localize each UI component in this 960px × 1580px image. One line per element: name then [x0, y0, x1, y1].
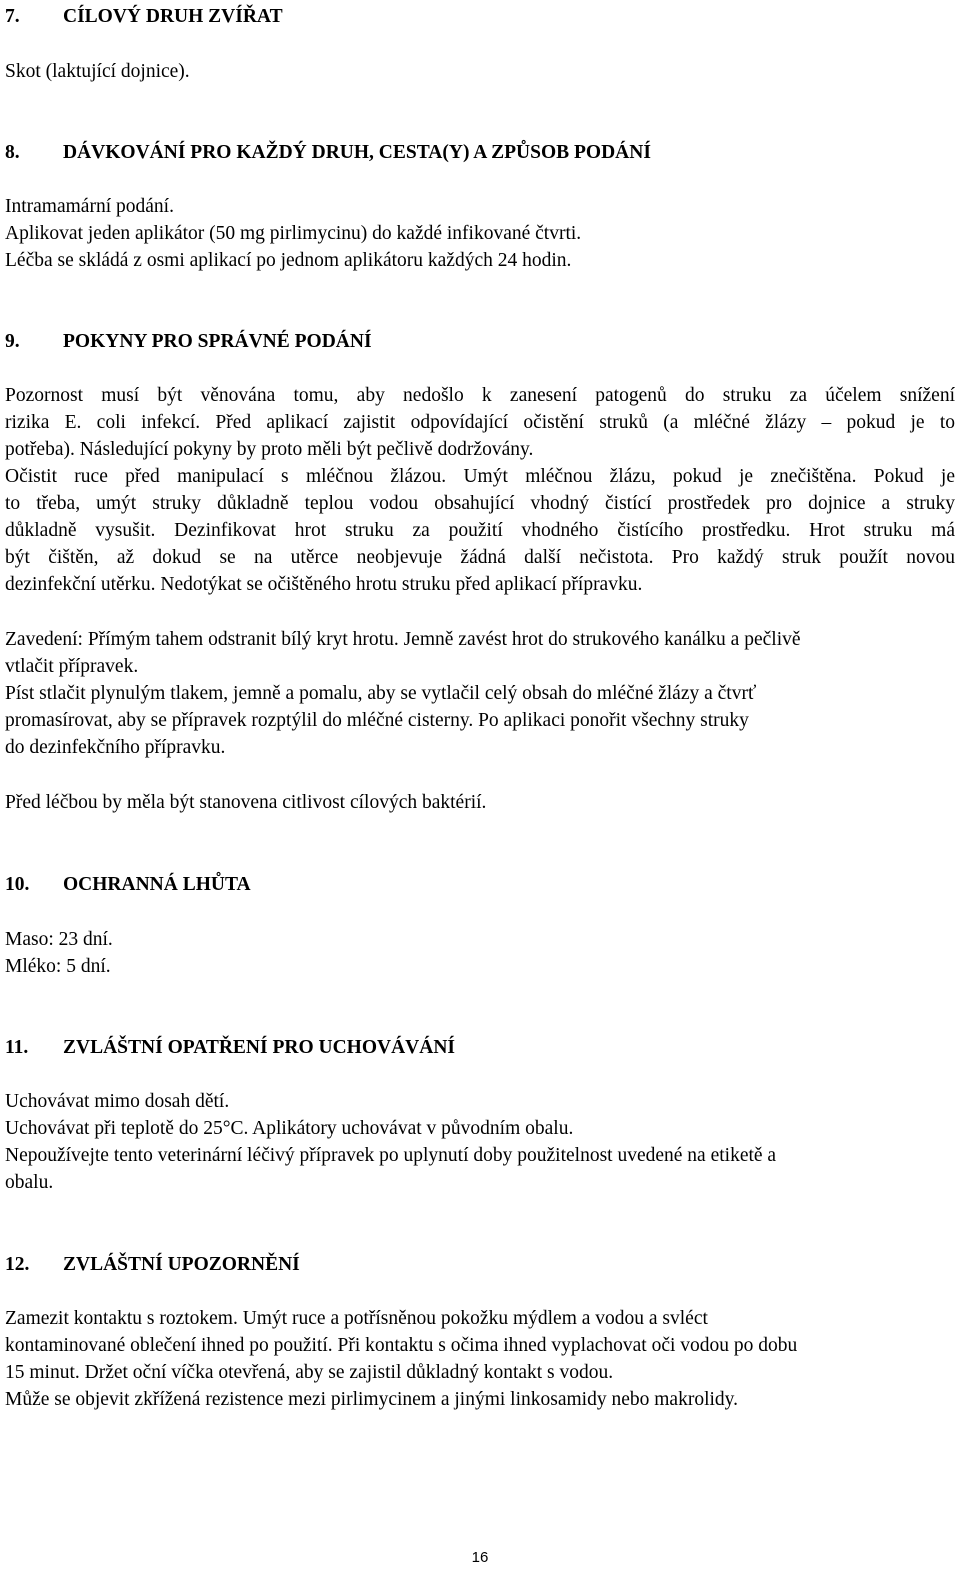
text-line: potřeba). Následující pokyny by proto měli být pečlivě dodržovány. [5, 439, 534, 460]
paragraph [5, 626, 957, 761]
text-line: Nepoužívejte tento veterinární léčivý přípravek po uplynutí doby použitelnost uvedené na etiketě a [5, 1145, 777, 1166]
page-number: 16 [471, 1549, 489, 1566]
section-title: ZVLÁŠTNÍ OPATŘENÍ PRO UCHOVÁVÁNÍ [63, 1037, 456, 1058]
section-title: OCHRANNÁ LHŮTA [63, 874, 251, 895]
paragraph [5, 1305, 955, 1413]
text-line: Zavedení: Přímým tahem odstranit bílý kryt hrotu. Jemně zavést hrot do strukového kanálku a pečlivě [5, 629, 801, 650]
text-line: vtlačit přípravek. [5, 656, 139, 677]
paragraph [5, 926, 955, 980]
section-number: 12. [5, 1254, 30, 1275]
section-heading [5, 3, 283, 30]
text-line: Očistit ruce před manipulací s mléčnou žlázou. Umýt mléčnou žlázu, pokud je znečištěna. Pokud je [5, 466, 955, 487]
section-title: CÍLOVÝ DRUH ZVÍŘAT [63, 6, 283, 27]
text-line: Píst stlačit plynulým tlakem, jemně a pomalu, aby se vytlačil celý obsah do mléčné žlázy a čtvrť [5, 683, 757, 704]
section-number: 11. [5, 1037, 29, 1058]
text-line: to třeba, umýt struky důkladně teplou vodou obsahující vhodný čistící prostředek pro dojnice a struky [5, 493, 955, 514]
text-line: obalu. [5, 1172, 54, 1193]
text-line: Před léčbou by měla být stanovena citlivost cílových baktérií. [5, 792, 487, 813]
text-line: být čištěn, až dokud se na utěrce neobjevuje žádná další nečistota. Pro každý struk použít novou [5, 547, 955, 568]
section-number: 8. [5, 142, 20, 163]
paragraph [5, 382, 955, 598]
section-heading [5, 139, 651, 166]
section-number: 7. [5, 6, 20, 27]
section-heading [5, 1251, 300, 1278]
text-line: dezinfekční utěrku. Nedotýkat se očištěného hrotu struku před aplikací přípravku. [5, 574, 643, 595]
paragraph [5, 789, 955, 816]
paragraph [5, 193, 955, 274]
section-number: 10. [5, 874, 30, 895]
section-heading [5, 328, 372, 355]
section-title: ZVLÁŠTNÍ UPOZORNĚNÍ [63, 1254, 300, 1275]
text-line: promasírovat, aby se přípravek rozptýlil do mléčné cisterny. Po aplikaci ponořit všechny struky [5, 710, 749, 731]
section-heading [5, 1034, 455, 1061]
paragraph [5, 58, 955, 85]
paragraph [5, 1088, 955, 1196]
text-line: Aplikovat jeden aplikátor (50 mg pirlimycinu) do každé infikované čtvrti. [5, 223, 582, 244]
section-title: POKYNY PRO SPRÁVNÉ PODÁNÍ [63, 331, 372, 352]
text-line: rizika E. coli infekcí. Před aplikací zajistit odpovídající očistění struků (a mléčné žlázy – pokud je to [5, 412, 955, 433]
text-line: Léčba se skládá z osmi aplikací po jednom aplikátoru každých 24 hodin. [5, 250, 572, 271]
text-line: Skot (laktující dojnice). [5, 61, 190, 82]
text-line: Intramamární podání. [5, 196, 174, 217]
text-line: 15 minut. Držet oční víčka otevřená, aby se zajistil důkladný kontakt s vodou. [5, 1362, 614, 1383]
text-line: Uchovávat při teplotě do 25°C. Aplikátory uchovávat v původním obalu. [5, 1118, 574, 1139]
text-line: Může se objevit zkřížená rezistence mezi pirlimycinem a jinými linkosamidy nebo makrolidy. [5, 1389, 739, 1410]
text-line: Mléko: 5 dní. [5, 956, 111, 977]
section-title: DÁVKOVÁNÍ PRO KAŽDÝ DRUH, CESTA(Y) A ZPŮSOB PODÁNÍ [63, 142, 651, 163]
section-number: 9. [5, 331, 20, 352]
text-line: Maso: 23 dní. [5, 929, 113, 950]
text-line: Zamezit kontaktu s roztokem. Umýt ruce a potřísněnou pokožku mýdlem a vodou a svléct [5, 1308, 708, 1329]
text-line: do dezinfekčního přípravku. [5, 737, 226, 758]
section-heading [5, 871, 251, 898]
text-line: kontaminované oblečení ihned po použití. Při kontaktu s očima ihned vyplachovat oči vodou po dobu [5, 1335, 798, 1356]
text-line: Uchovávat mimo dosah dětí. [5, 1091, 230, 1112]
text-line: důkladně vysušit. Dezinfikovat hrot struku za použití vhodného čistícího prostředku. Hrot struku má [5, 520, 955, 541]
text-line: Pozornost musí být věnována tomu, aby nedošlo k zanesení patogenů do struku za účelem snížení [5, 385, 955, 406]
